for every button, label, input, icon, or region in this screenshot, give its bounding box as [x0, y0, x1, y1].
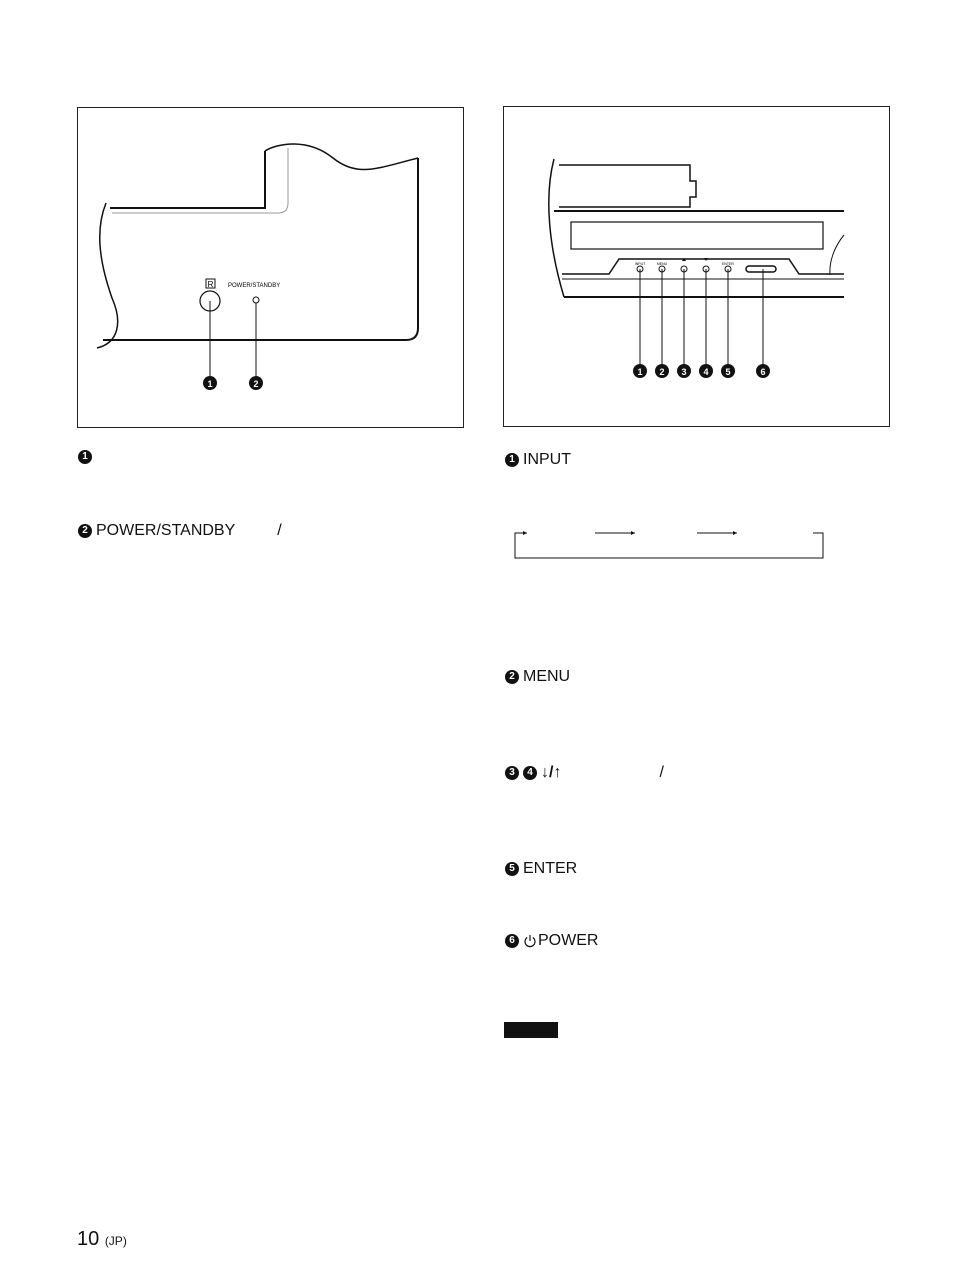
svg-text:4: 4 — [703, 367, 709, 377]
right-item-5 — [505, 859, 577, 879]
button-label-enter: ENTER — [722, 262, 734, 266]
item-number-5: 5 — [505, 862, 519, 876]
right-item-1 — [505, 450, 571, 470]
item-number-2: 2 — [505, 670, 519, 684]
input-cycle-diagram — [505, 525, 835, 565]
right-item-2 — [505, 667, 570, 687]
item-number-3: 3 — [505, 766, 519, 780]
item-number-6: 6 — [505, 934, 519, 948]
note-badge — [504, 1022, 558, 1038]
right-item-1-label: INPUT — [523, 451, 571, 468]
svg-text:5: 5 — [725, 367, 731, 377]
button-label-menu: MENU — [656, 262, 668, 266]
left-item-2 — [78, 521, 282, 541]
right-item-6 — [505, 931, 598, 951]
remote-sensor-glyph: R — [207, 280, 214, 289]
right-item-2-label: MENU — [523, 668, 571, 685]
item-number-2: 2 — [78, 524, 92, 538]
arrow-icon — [733, 531, 737, 535]
svg-text:2: 2 — [253, 379, 259, 389]
left-item-1 — [78, 450, 96, 464]
right-figure-panel — [503, 106, 890, 427]
right-item-5-label: ENTER — [523, 860, 578, 877]
arrow-icon — [523, 531, 527, 535]
button-label-input: INPUT — [634, 262, 646, 266]
svg-text:3: 3 — [681, 367, 687, 377]
power-standby-indicator — [253, 297, 259, 303]
item-number-4: 4 — [523, 766, 537, 780]
left-monitor-illustration — [78, 108, 465, 429]
right-item-34 — [505, 763, 664, 783]
item-number-1: 1 — [78, 450, 92, 464]
power-standby-label: POWER/STANDBY — [228, 283, 281, 289]
arrow-icon — [631, 531, 635, 535]
power-button — [746, 266, 776, 272]
down-up-arrows-label: ↓/↑ — [541, 764, 562, 781]
power-icon — [523, 934, 537, 948]
left-figure-panel — [77, 107, 464, 428]
svg-text:6: 6 — [760, 367, 766, 377]
page-number-value: 10 — [77, 1228, 100, 1250]
svg-text:1: 1 — [207, 379, 213, 389]
left-item-2-slash: / — [277, 522, 282, 539]
item-number-1: 1 — [505, 453, 519, 467]
svg-text:1: 1 — [637, 367, 643, 377]
svg-text:2: 2 — [659, 367, 665, 377]
page-number — [77, 1228, 127, 1251]
left-item-2-label: POWER/STANDBY — [96, 522, 236, 539]
right-item-6-label: POWER — [538, 932, 599, 949]
page-number-suffix: (JP) — [104, 1234, 127, 1248]
right-monitor-illustration — [504, 107, 891, 428]
right-item-34-slash: / — [659, 764, 664, 781]
